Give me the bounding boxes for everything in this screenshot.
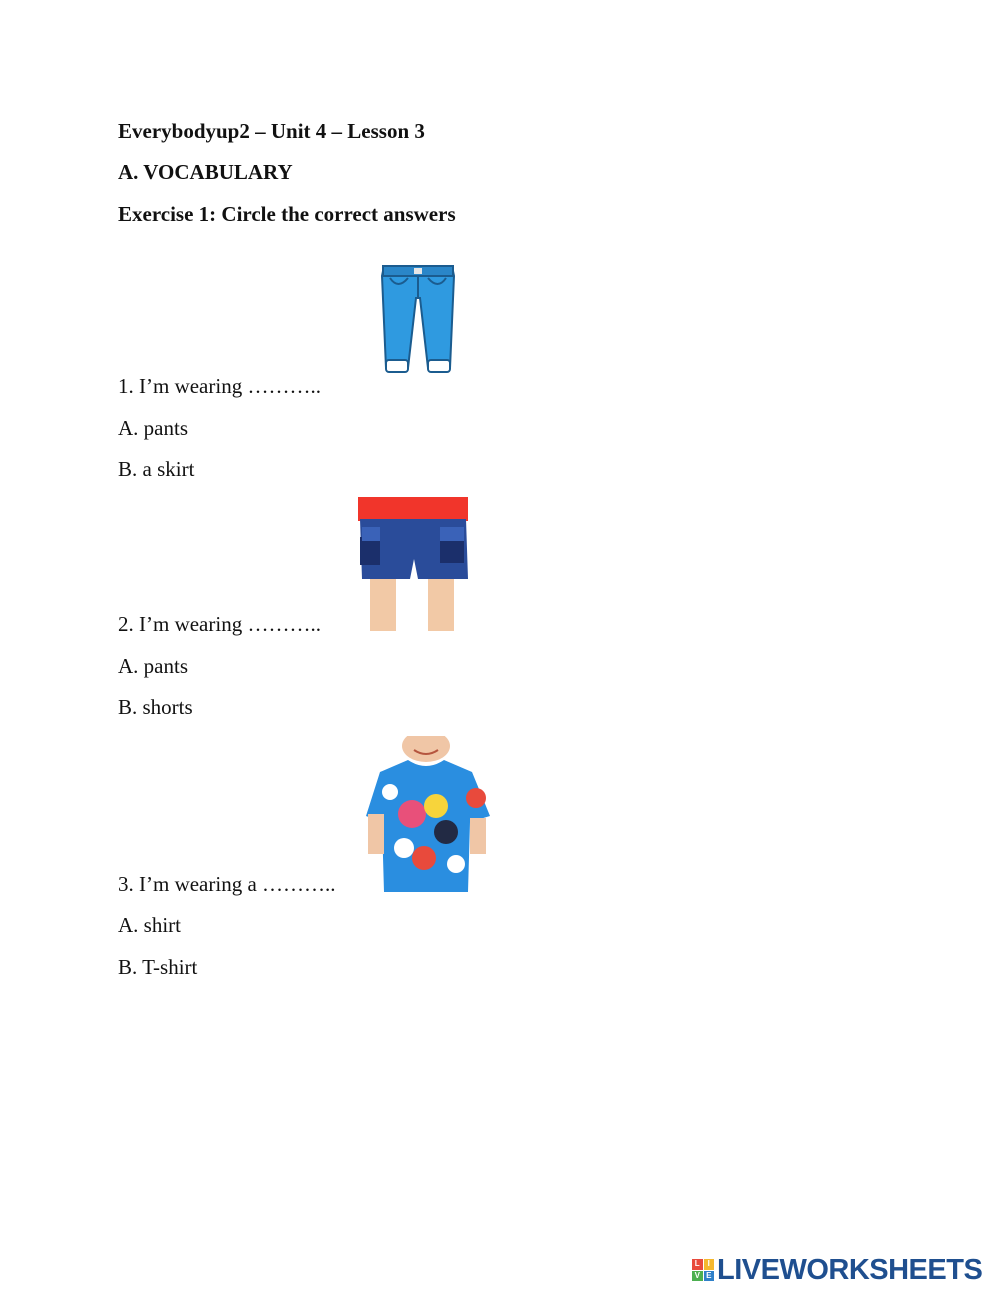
section-heading: A. VOCABULARY <box>118 160 293 184</box>
question-2-prompt: 2. I’m wearing ……….. <box>118 612 321 636</box>
question-1-option-b[interactable]: B. a skirt <box>118 457 195 481</box>
question-3-option-a[interactable]: A. shirt <box>118 913 181 937</box>
mark-letter-v: V <box>692 1271 703 1282</box>
question-1-option-a[interactable]: A. pants <box>118 416 188 440</box>
question-2-option-a[interactable]: A. pants <box>118 654 188 678</box>
liveworksheets-logo <box>692 1252 992 1288</box>
question-3-option-b[interactable]: B. T-shirt <box>118 955 198 979</box>
question-3-prompt: 3. I’m wearing a ……….. <box>118 872 336 896</box>
mark-letter-e: E <box>704 1271 715 1282</box>
liveworksheets-mark-icon <box>692 1259 714 1281</box>
exercise-heading: Exercise 1: Circle the correct answers <box>118 202 456 226</box>
liveworksheets-wordmark: LIVEWORKSHEETS <box>717 1253 983 1286</box>
document-title: Everybodyup2 – Unit 4 – Lesson 3 <box>118 119 425 143</box>
shorts-image <box>358 497 470 631</box>
question-1-prompt: 1. I’m wearing ……….. <box>118 374 321 398</box>
question-2-option-b[interactable]: B. shorts <box>118 695 193 719</box>
mark-letter-i: I <box>704 1259 715 1270</box>
tshirt-image <box>364 736 492 892</box>
mark-letter-l: L <box>692 1259 703 1270</box>
jeans-image <box>378 262 458 378</box>
